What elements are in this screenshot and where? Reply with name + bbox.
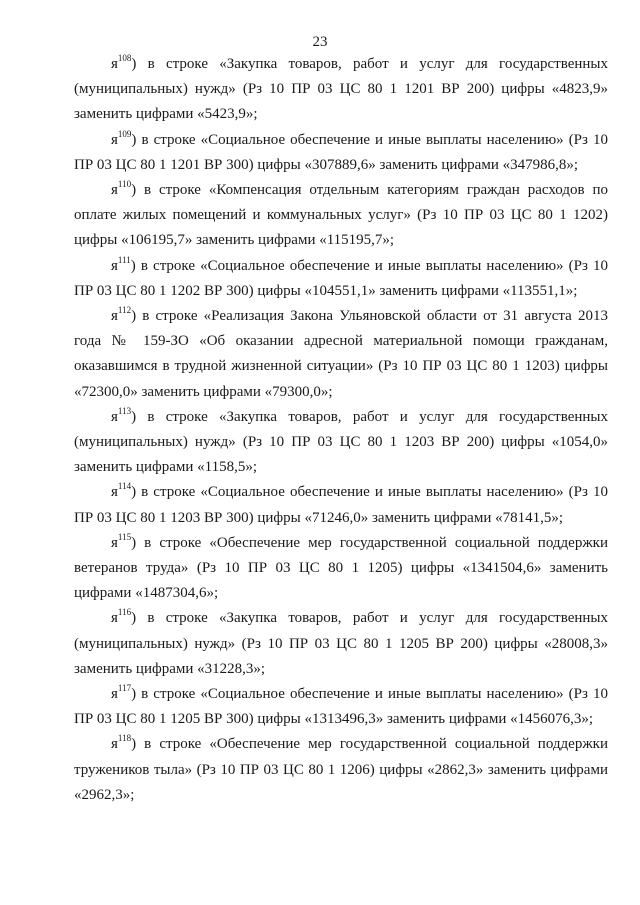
item-letter: я — [111, 257, 118, 274]
item-text: ) в строке «Обеспечение мер государственной социальной поддержки тружеников тыла» (Рз 10 ПР 03 ЦС 80 1 1206) цифры «2862,3» заменить цифрами «2962,3»; — [74, 736, 608, 803]
item-number: 118 — [117, 733, 132, 744]
item-letter: я — [111, 131, 118, 148]
item-text: ) в строке «Закупка товаров, работ и услуг для государственных (муниципальных) нужд» (Рз 10 ПР 03 ЦС 80 1 1201 ВР 200) цифры «4823,9» заменить цифрами «5423,9»; — [74, 56, 608, 123]
item-number: 117 — [117, 683, 132, 694]
item-number: 111 — [117, 254, 131, 265]
item-text: ) в строке «Закупка товаров, работ и услуг для государственных (муниципальных) нужд» (Рз 10 ПР 03 ЦС 80 1 1203 ВР 200) цифры «1054,0» заменить цифрами «1158,5»; — [74, 408, 608, 476]
list-item — [74, 531, 608, 607]
item-letter: я — [111, 686, 118, 703]
item-text: ) в строке «Закупка товаров, работ и услуг для государственных (муниципальных) нужд» (Рз 10 ПР 03 ЦС 80 1 1205 ВР 200) цифры «28008,3» заменить цифрами «31228,3»; — [74, 610, 608, 677]
item-number: 113 — [117, 405, 132, 416]
list-item — [74, 178, 608, 254]
item-text: ) в строке «Социальное обеспечение и иные выплаты населению» (Рз 10 ПР 03 ЦС 80 1 1202 ВР 300) цифры «104551,1» заменить цифрами «113551,1»; — [74, 257, 608, 299]
item-letter: я — [111, 56, 118, 72]
item-number: 112 — [117, 305, 132, 316]
item-text: ) в строке «Социальное обеспечение и иные выплаты населению» (Рз 10 ПР 03 ЦС 80 1 1205 ВР 300) цифры «1313496,3» заменить цифрами «1456076,3»; — [74, 686, 608, 728]
item-number: 109 — [117, 128, 132, 139]
list-item — [74, 682, 608, 732]
item-letter: я — [111, 534, 118, 551]
item-letter: я — [111, 308, 118, 325]
list-item — [74, 304, 608, 405]
list-item — [74, 52, 608, 128]
item-letter: я — [111, 182, 118, 199]
item-number: 116 — [117, 607, 132, 618]
item-text: ) в строке «Социальное обеспечение и иные выплаты населению» (Рз 10 ПР 03 ЦС 80 1 1203 ВР 300) цифры «71246,0» заменить цифрами «78141,5»; — [74, 484, 608, 526]
list-item — [74, 254, 608, 304]
list-item — [74, 128, 608, 178]
document-body — [74, 52, 608, 808]
item-letter: я — [111, 736, 118, 753]
list-item — [74, 732, 608, 808]
item-number: 110 — [117, 179, 132, 190]
item-number: 114 — [117, 481, 132, 492]
item-text: ) в строке «Обеспечение мер государственной социальной поддержки ветеранов труда» (Рз 10 ПР 03 ЦС 80 1 1205) цифры «1341504,6» заменить цифрами «1487304,6»; — [74, 534, 608, 602]
list-item — [74, 606, 608, 682]
page-number: 23 — [312, 34, 328, 50]
item-text: ) в строке «Компенсация отдельным категориям граждан расходов по оплате жилых помещений и коммунальных услуг» (Рз 10 ПР 03 ЦС 80 1 1202) цифры «106195,7» заменить цифрами «115195,7»; — [74, 182, 608, 249]
item-number: 115 — [117, 531, 132, 542]
list-item — [74, 480, 608, 530]
item-letter: я — [111, 408, 118, 425]
item-text: ) в строке «Социальное обеспечение и иные выплаты населению» (Рз 10 ПР 03 ЦС 80 1 1201 ВР 300) цифры «307889,6» заменить цифрами «347986,8»; — [74, 131, 608, 173]
item-letter: я — [111, 610, 118, 627]
item-letter: я — [111, 484, 118, 501]
item-text: ) в строке «Реализация Закона Ульяновской области от 31 августа 2013 года № 159-ЗО «Об оказании адресной материальной помощи гражданам, оказавшимся в трудной жизненной ситуации» (Рз 10 ПР 03 ЦС 80 1 1203) цифры «72300,0» заменить цифрами «79300,0»; — [74, 308, 608, 400]
list-item — [74, 405, 608, 481]
item-number: 108 — [117, 53, 132, 63]
